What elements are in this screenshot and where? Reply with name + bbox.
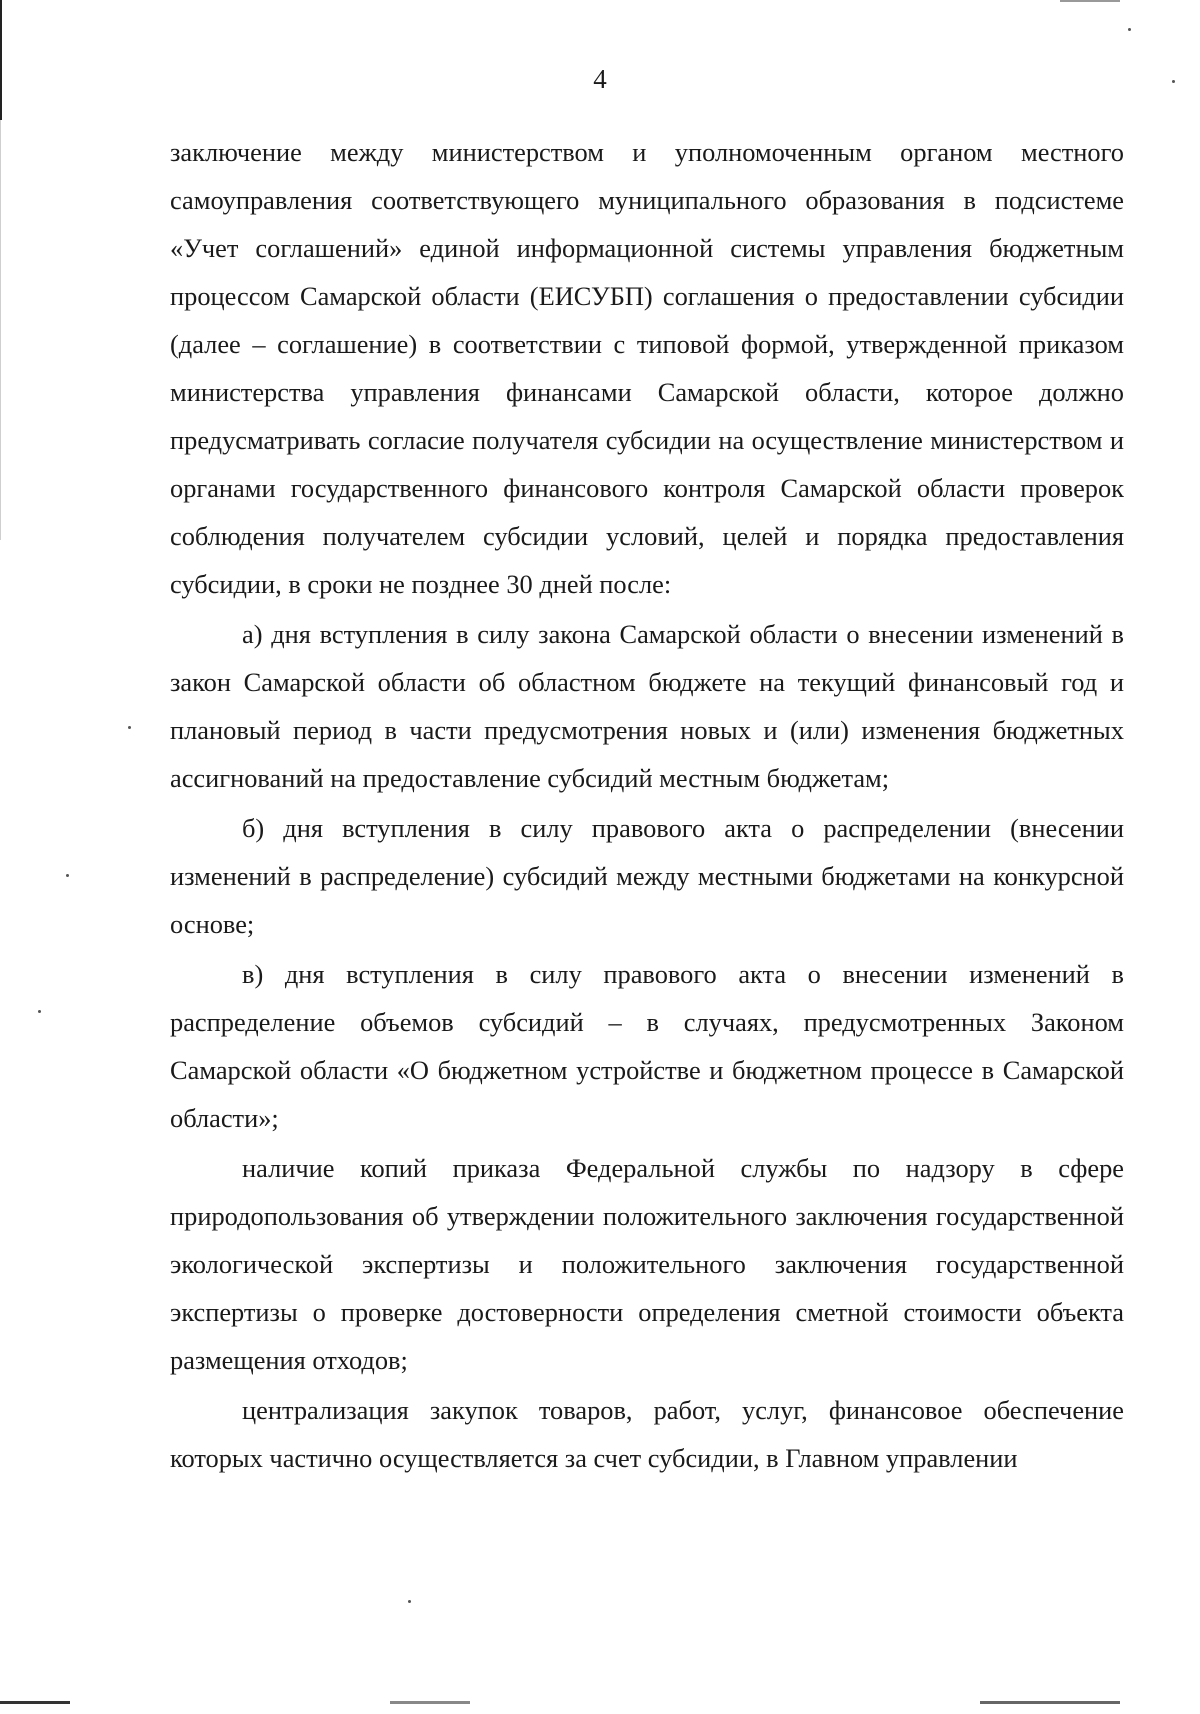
body-text bbox=[170, 128, 1124, 1484]
scan-top-mark bbox=[1060, 0, 1120, 2]
paragraph-agreement-conclusion: заключение между министерством и уполномоченным органом местного самоуправления соответствующего муниципального образования в подсистеме «Учет соглашений» единой информационной системы управления бюджетным процессом Самарской области (ЕИСУБП) соглашения о предоставлении субсидии (далее – соглашение) в соответствии с типовой формой, утвержденной приказом министерства управления финансами Самарской области, которое должно предусматривать согласие получателя субсидии на осуществление министерством и органами государственного финансового контроля Самарской области проверок соблюдения получателем субсидии условий, целей и порядка предоставления субсидии, в сроки не позднее 30 дней после: bbox=[170, 137, 1124, 599]
paragraph-item-a: а) дня вступления в силу закона Самарской области о внесении изменений в закон Самарской области об областном бюджете на текущий финансовый год и плановый период в части предусмотрения новых и (или) изменения бюджетных ассигнований на предоставление субсидий местным бюджетам; bbox=[170, 619, 1124, 793]
paragraph-item-b: б) дня вступления в силу правового акта о распределении (внесении изменений в распределение) субсидий между местными бюджетами на конкурсной основе; bbox=[170, 813, 1124, 939]
paragraph-order-copies: наличие копий приказа Федеральной службы по надзору в сфере природопользования об утверждении положительного заключения государственной экологической экспертизы и положительного заключения государственной экспертизы о проверке достоверности определения сметной стоимости объекта размещения отходов; bbox=[170, 1153, 1124, 1375]
scan-bottom-mark bbox=[0, 1701, 1200, 1704]
scan-speck bbox=[128, 726, 131, 729]
scan-speck bbox=[1172, 80, 1175, 83]
scan-speck bbox=[1128, 28, 1131, 31]
paragraph-procurement-centralization: централизация закупок товаров, работ, услуг, финансовое обеспечение которых частично осуществляется за счет субсидии, в Главном управлении bbox=[170, 1395, 1124, 1473]
page-number: 4 bbox=[593, 64, 607, 94]
scan-speck bbox=[66, 874, 69, 877]
scan-edge-mark bbox=[0, 0, 2, 120]
paragraph-item-v: в) дня вступления в силу правового акта о внесении изменений в распределение объемов субсидий – в случаях, предусмотренных Законом Самарской области «О бюджетном устройстве и бюджетном процессе в Самарской области»; bbox=[170, 959, 1124, 1133]
scan-edge-shadow bbox=[0, 120, 1, 540]
scan-speck bbox=[38, 1010, 41, 1013]
scan-speck bbox=[408, 1600, 411, 1603]
